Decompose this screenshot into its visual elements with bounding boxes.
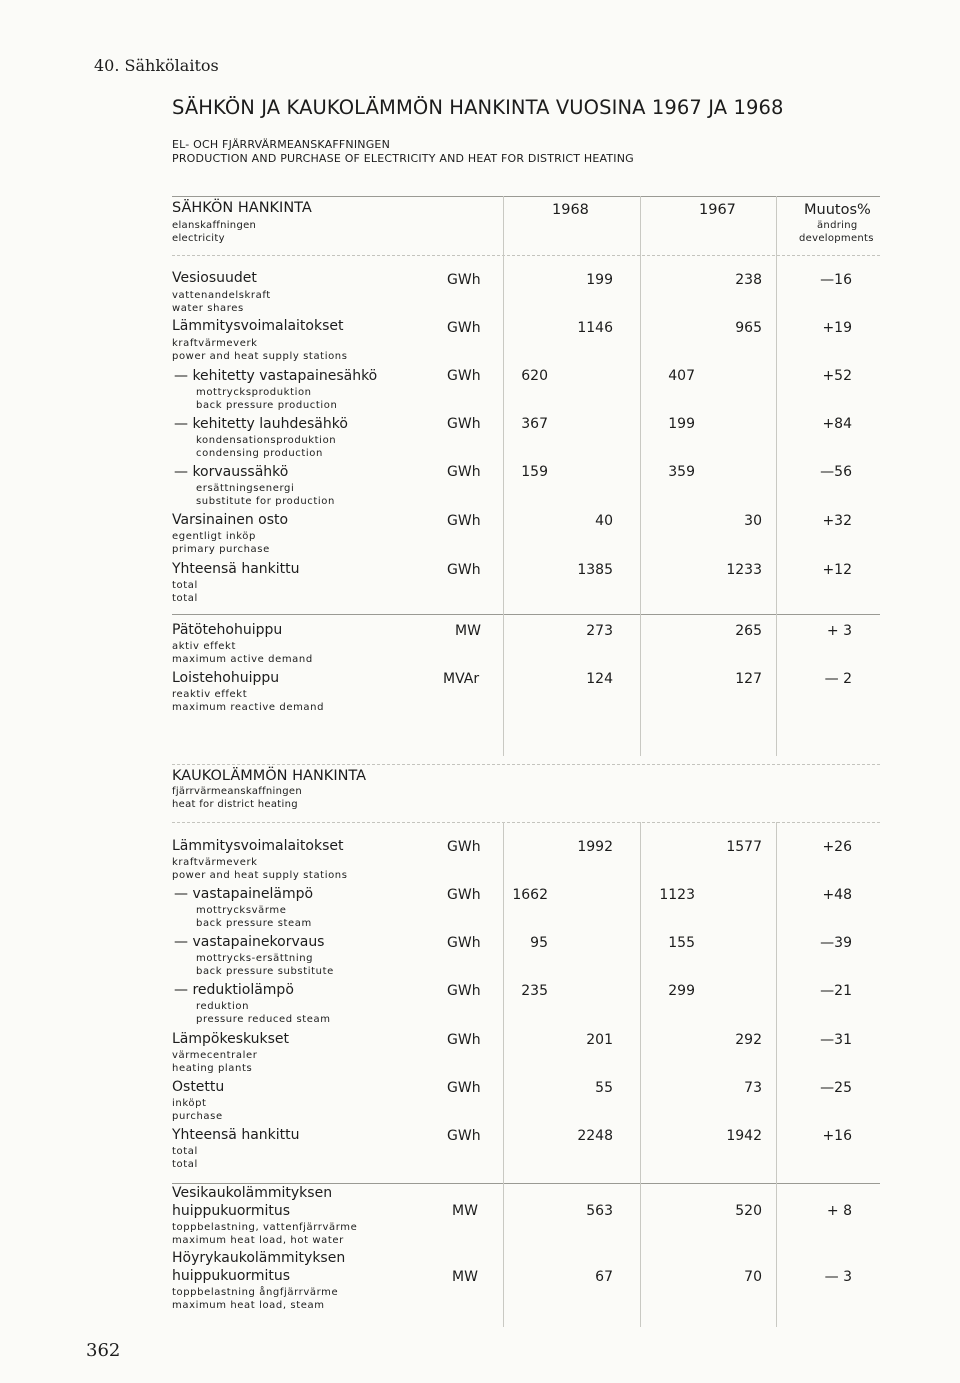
value-change: + 3 — [826, 623, 852, 639]
row-label-sv: inköpt — [172, 1098, 207, 1109]
row-unit: MVAr — [443, 671, 480, 687]
value-change: —31 — [820, 1032, 852, 1048]
row-unit: MW — [455, 623, 481, 639]
section-heading-sv: elanskaffningen — [172, 220, 257, 231]
row-unit: GWh — [447, 513, 481, 529]
row-label-en: water shares — [172, 303, 244, 314]
section-divider-rule — [172, 764, 880, 765]
column-divider — [776, 822, 777, 1327]
value-1967: 70 — [744, 1269, 762, 1285]
row-unit: GWh — [447, 562, 481, 578]
row-label-en: back pressure production — [196, 400, 338, 411]
row-unit: GWh — [447, 1032, 481, 1048]
value-change: +52 — [822, 368, 852, 384]
value-change: +26 — [822, 839, 852, 855]
value-1967: 407 — [668, 368, 695, 384]
value-change: —39 — [820, 935, 852, 951]
value-1968: 563 — [586, 1203, 613, 1219]
value-1968: 235 — [521, 983, 548, 999]
row-label-fi: — kehitetty vastapainesähkö — [174, 368, 378, 384]
value-1967: 73 — [744, 1080, 762, 1096]
value-1968: 273 — [586, 623, 613, 639]
column-header-change: Muutos% — [804, 202, 871, 218]
value-1967: 292 — [735, 1032, 762, 1048]
value-1968: 2248 — [577, 1128, 613, 1144]
district-totals-rule — [172, 1183, 880, 1184]
value-change: — 3 — [824, 1269, 852, 1285]
row-label-fi-cont: huippukuormitus — [172, 1268, 291, 1284]
value-change: +48 — [822, 887, 852, 903]
section-heading-district-en: heat for district heating — [172, 799, 298, 810]
value-1967: 965 — [735, 320, 762, 336]
value-1967: 127 — [735, 671, 762, 687]
value-1968: 1385 — [577, 562, 613, 578]
row-label-fi: Ostettu — [172, 1079, 225, 1095]
value-change: + 8 — [826, 1203, 852, 1219]
row-label-sv: reduktion — [196, 1001, 250, 1012]
row-unit: MW — [452, 1203, 478, 1219]
row-label-en: substitute for production — [196, 496, 335, 507]
header-bottom-rule — [172, 255, 880, 256]
row-label-en: heating plants — [172, 1063, 253, 1074]
row-label-sv: reaktiv effekt — [172, 689, 248, 700]
row-label-sv: ersättningsenergi — [196, 483, 295, 494]
value-1967: 299 — [668, 983, 695, 999]
row-label-fi: Lämmitysvoimalaitokset — [172, 318, 344, 334]
row-unit: GWh — [447, 464, 481, 480]
row-label-fi: — kehitetty lauhdesähkö — [174, 416, 348, 432]
row-label-sv: aktiv effekt — [172, 641, 236, 652]
row-unit: GWh — [447, 368, 481, 384]
row-label-fi: Vesikaukolämmityksen — [172, 1185, 333, 1201]
row-label-en: purchase — [172, 1111, 223, 1122]
row-label-en: pressure reduced steam — [196, 1014, 331, 1025]
value-1968: 199 — [586, 272, 613, 288]
column-header-1967: 1967 — [699, 202, 736, 218]
value-change: —25 — [820, 1080, 852, 1096]
row-label-sv: toppbelastning ångfjärrvärme — [172, 1287, 339, 1298]
column-header-change-en: developments — [799, 233, 874, 244]
row-label-fi: — vastapainekorvaus — [174, 934, 325, 950]
row-label-fi: — reduktiolämpö — [174, 982, 294, 998]
row-unit: GWh — [447, 1080, 481, 1096]
section-heading-district: KAUKOLÄMMÖN HANKINTA — [172, 768, 367, 784]
row-label-sv: värmecentraler — [172, 1050, 258, 1061]
row-label-en: total — [172, 593, 198, 604]
section-heading-electricity: SÄHKÖN HANKINTA — [172, 200, 312, 216]
section-heading-en: electricity — [172, 233, 225, 244]
value-1968: 40 — [595, 513, 613, 529]
row-label-sv: kraftvärmeverk — [172, 338, 258, 349]
subtitle-english: PRODUCTION AND PURCHASE OF ELECTRICITY AND HEAT FOR DISTRICT HEATING — [172, 152, 634, 165]
row-label-en: maximum active demand — [172, 654, 313, 665]
district-header-rule — [172, 822, 880, 823]
row-label-fi: Pätötehohuippu — [172, 622, 283, 638]
row-label-fi: Vesiosuudet — [172, 270, 257, 286]
value-change: +19 — [822, 320, 852, 336]
row-label-en: total — [172, 1159, 198, 1170]
row-unit: GWh — [447, 416, 481, 432]
subtitle-swedish: EL- OCH FJÄRRVÄRMEANSKAFFNINGEN — [172, 138, 391, 151]
value-1968: 67 — [595, 1269, 613, 1285]
row-label-fi: Yhteensä hankittu — [172, 561, 300, 577]
value-1967: 265 — [735, 623, 762, 639]
value-change: — 2 — [824, 671, 852, 687]
value-1968: 159 — [521, 464, 548, 480]
row-unit: GWh — [447, 272, 481, 288]
value-1967: 155 — [668, 935, 695, 951]
row-label-sv: total — [172, 1146, 198, 1157]
value-change: —21 — [820, 983, 852, 999]
value-1967: 359 — [668, 464, 695, 480]
row-label-en: back pressure substitute — [196, 966, 334, 977]
row-unit: GWh — [447, 839, 481, 855]
value-1968: 1992 — [577, 839, 613, 855]
row-unit: MW — [452, 1269, 478, 1285]
row-label-fi: Lämmitysvoimalaitokset — [172, 838, 344, 854]
row-label-fi-cont: huippukuormitus — [172, 1203, 291, 1219]
value-1968: 1662 — [512, 887, 548, 903]
value-change: +84 — [822, 416, 852, 432]
row-unit: GWh — [447, 935, 481, 951]
row-label-sv: vattenandelskraft — [172, 290, 271, 301]
row-label-fi: Yhteensä hankittu — [172, 1127, 300, 1143]
value-1967: 199 — [668, 416, 695, 432]
value-change: —56 — [820, 464, 852, 480]
row-label-fi: Höyrykaukolämmityksen — [172, 1250, 346, 1266]
row-label-en: back pressure steam — [196, 918, 312, 929]
page-title: SÄHKÖN JA KAUKOLÄMMÖN HANKINTA VUOSINA 1967 JA 1968 — [172, 96, 784, 119]
row-label-sv: toppbelastning, vattenfjärrvärme — [172, 1222, 358, 1233]
row-unit: GWh — [447, 983, 481, 999]
row-unit: GWh — [447, 320, 481, 336]
page-number: 362 — [86, 1340, 121, 1361]
row-label-en: power and heat supply stations — [172, 351, 348, 362]
value-change: —16 — [820, 272, 852, 288]
value-1968: 367 — [521, 416, 548, 432]
row-label-fi: — vastapainelämpö — [174, 886, 314, 902]
row-label-fi: Varsinainen osto — [172, 512, 289, 528]
value-1967: 1942 — [726, 1128, 762, 1144]
column-header-1968: 1968 — [552, 202, 589, 218]
column-divider — [776, 196, 777, 756]
value-1967: 238 — [735, 272, 762, 288]
value-change: +12 — [822, 562, 852, 578]
value-change: +32 — [822, 513, 852, 529]
row-label-sv: mottrycksproduktion — [196, 387, 312, 398]
value-1967: 520 — [735, 1203, 762, 1219]
row-label-fi: Lämpökeskukset — [172, 1031, 290, 1047]
row-label-en: power and heat supply stations — [172, 870, 348, 881]
row-unit: GWh — [447, 887, 481, 903]
totals-rule — [172, 614, 880, 615]
chapter-heading: 40. Sähkölaitos — [94, 56, 219, 75]
value-1968: 124 — [586, 671, 613, 687]
value-1968: 201 — [586, 1032, 613, 1048]
row-label-en: primary purchase — [172, 544, 270, 555]
value-1968: 55 — [595, 1080, 613, 1096]
row-label-en: maximum heat load, hot water — [172, 1235, 344, 1246]
row-unit: GWh — [447, 1128, 481, 1144]
row-label-fi: — korvaussähkö — [174, 464, 289, 480]
value-1968: 620 — [521, 368, 548, 384]
column-header-change-sv: ändring — [817, 220, 858, 231]
value-1968: 95 — [530, 935, 548, 951]
row-label-sv: kraftvärmeverk — [172, 857, 258, 868]
row-label-en: maximum reactive demand — [172, 702, 325, 713]
row-label-en: condensing production — [196, 448, 323, 459]
row-label-sv: mottrycks-ersättning — [196, 953, 314, 964]
value-1968: 1146 — [577, 320, 613, 336]
row-label-sv: mottrycksvärme — [196, 905, 287, 916]
value-change: +16 — [822, 1128, 852, 1144]
row-label-sv: egentligt inköp — [172, 531, 256, 542]
row-label-en: maximum heat load, steam — [172, 1300, 325, 1311]
section-heading-district-sv: fjärrvärmeanskaffningen — [172, 786, 303, 797]
value-1967: 1123 — [659, 887, 695, 903]
value-1967: 1577 — [726, 839, 762, 855]
row-label-sv: total — [172, 580, 198, 591]
row-label-sv: kondensationsproduktion — [196, 435, 337, 446]
value-1967: 30 — [744, 513, 762, 529]
value-1967: 1233 — [726, 562, 762, 578]
row-label-fi: Loistehohuippu — [172, 670, 280, 686]
table-top-rule — [172, 196, 880, 197]
